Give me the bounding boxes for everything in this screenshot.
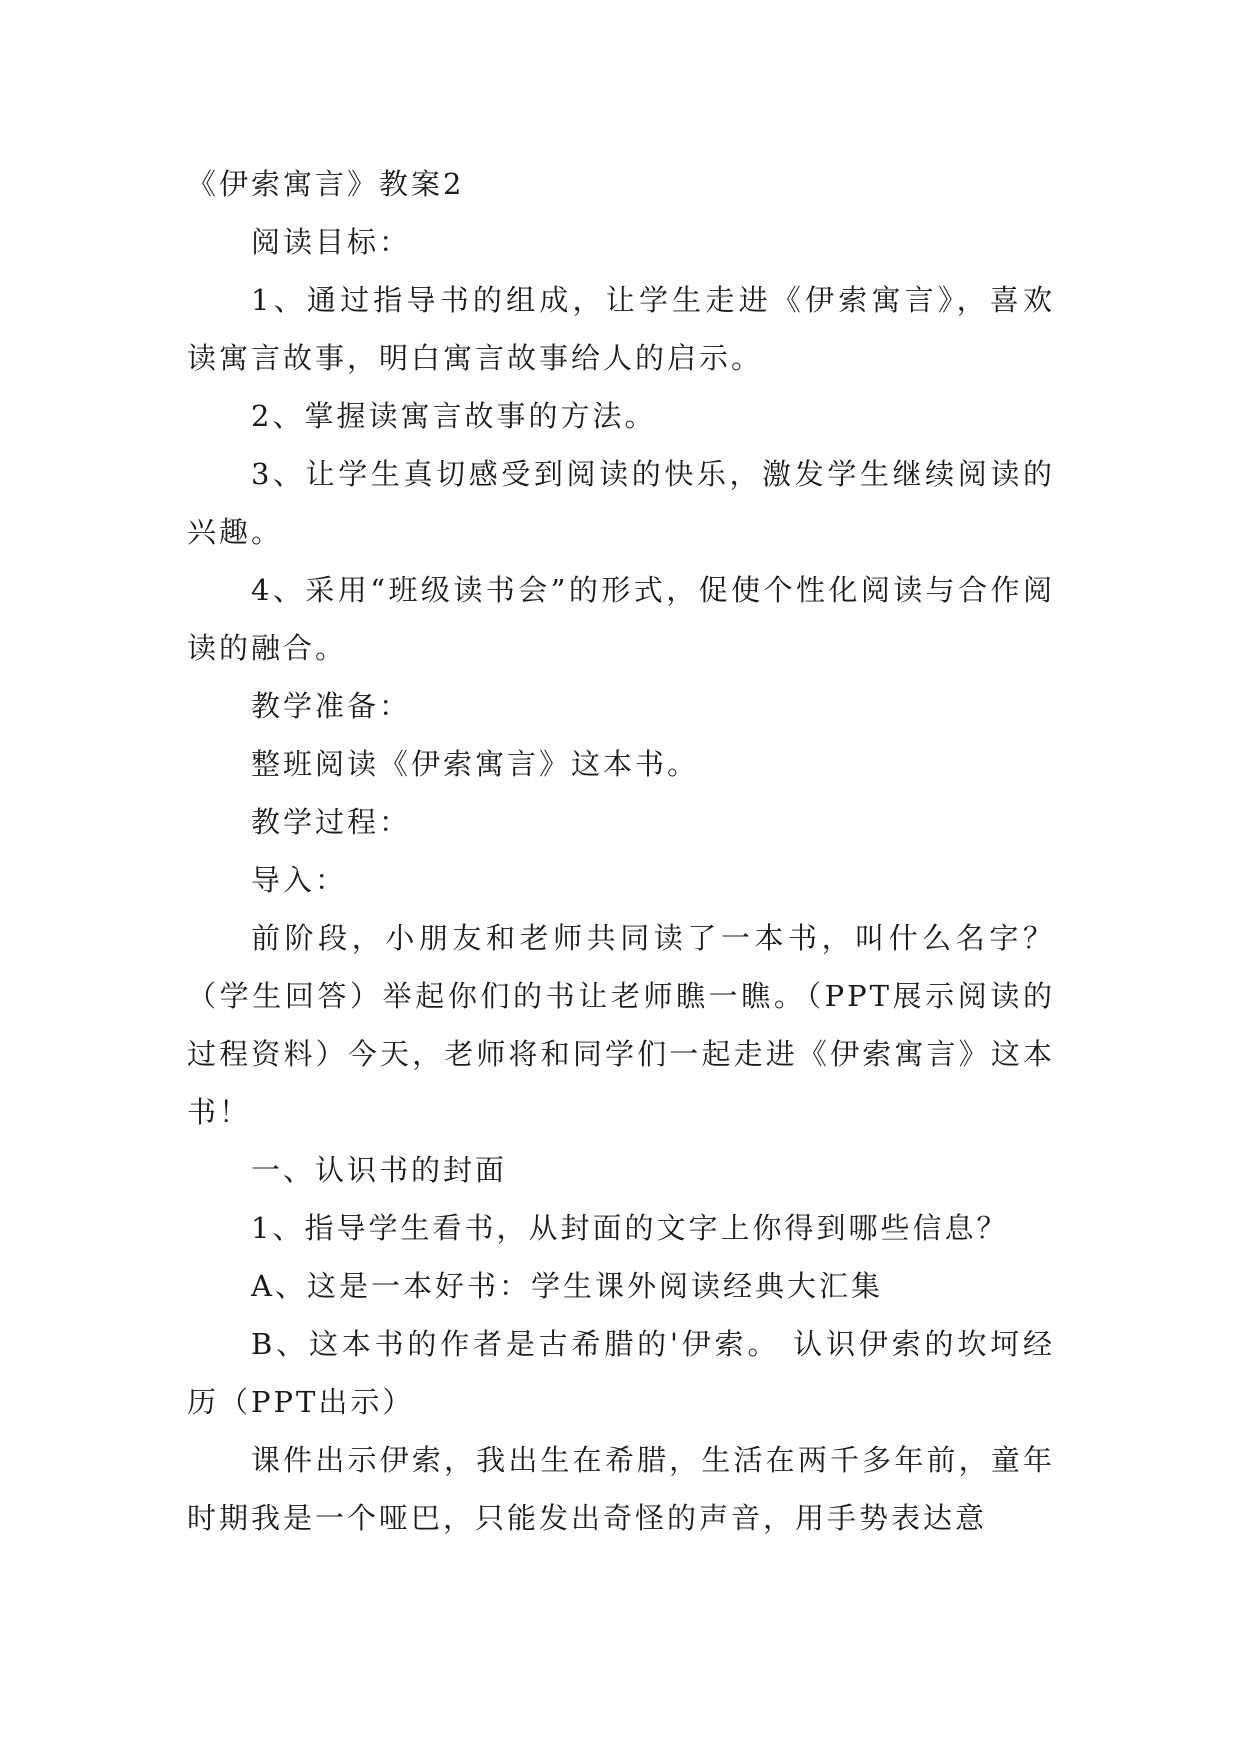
paragraph-intro: 前阶段，小朋友和老师共同读了一本书，叫什么名字？（学生回答）举起你们的书让老师瞧一瞧。（PPT展示阅读的过程资料）今天，老师将和同学们一起走进《伊索寓言》这本书！ bbox=[187, 921, 1055, 1129]
paragraph-intro-heading: 导入： bbox=[251, 863, 348, 897]
paragraph-preparation-heading: 教学准备： bbox=[251, 689, 412, 723]
document-title: 《伊索寓言》教案2 bbox=[187, 167, 465, 201]
paragraph-goal-4: 4、采用“班级读书会”的形式，促使个性化阅读与合作阅读的融合。 bbox=[187, 573, 1055, 665]
paragraph-section-1-item-b: B、这本书的作者是古希腊的'伊索。 认识伊索的坎坷经历（PPT出示） bbox=[187, 1327, 1055, 1419]
paragraph-section-1-item-1: 1、指导学生看书，从封面的文字上你得到哪些信息？ bbox=[251, 1211, 1009, 1245]
paragraph-section-1-item-a: A、这是一本好书：学生课外阅读经典大汇集 bbox=[251, 1269, 883, 1303]
paragraph-aesop-intro: 课件出示伊索，我出生在希腊，生活在两千多年前，童年时期我是一个哑巴，只能发出奇怪的声音，用手势表达意 bbox=[187, 1443, 1055, 1535]
paragraph-reading-goals-heading: 阅读目标： bbox=[251, 225, 412, 259]
paragraph-process-heading: 教学过程： bbox=[251, 805, 412, 839]
paragraph-goal-3: 3、让学生真切感受到阅读的快乐，激发学生继续阅读的兴趣。 bbox=[187, 457, 1055, 549]
paragraph-section-1-heading: 一、认识书的封面 bbox=[251, 1153, 508, 1187]
paragraph-preparation: 整班阅读《伊索寓言》这本书。 bbox=[251, 747, 700, 781]
document-body bbox=[187, 155, 1055, 1547]
paragraph-goal-1: 1、通过指导书的组成，让学生走进《伊索寓言》，喜欢读寓言故事，明白寓言故事给人的启示。 bbox=[187, 283, 1055, 375]
paragraph-goal-2: 2、掌握读寓言故事的方法。 bbox=[251, 399, 657, 433]
